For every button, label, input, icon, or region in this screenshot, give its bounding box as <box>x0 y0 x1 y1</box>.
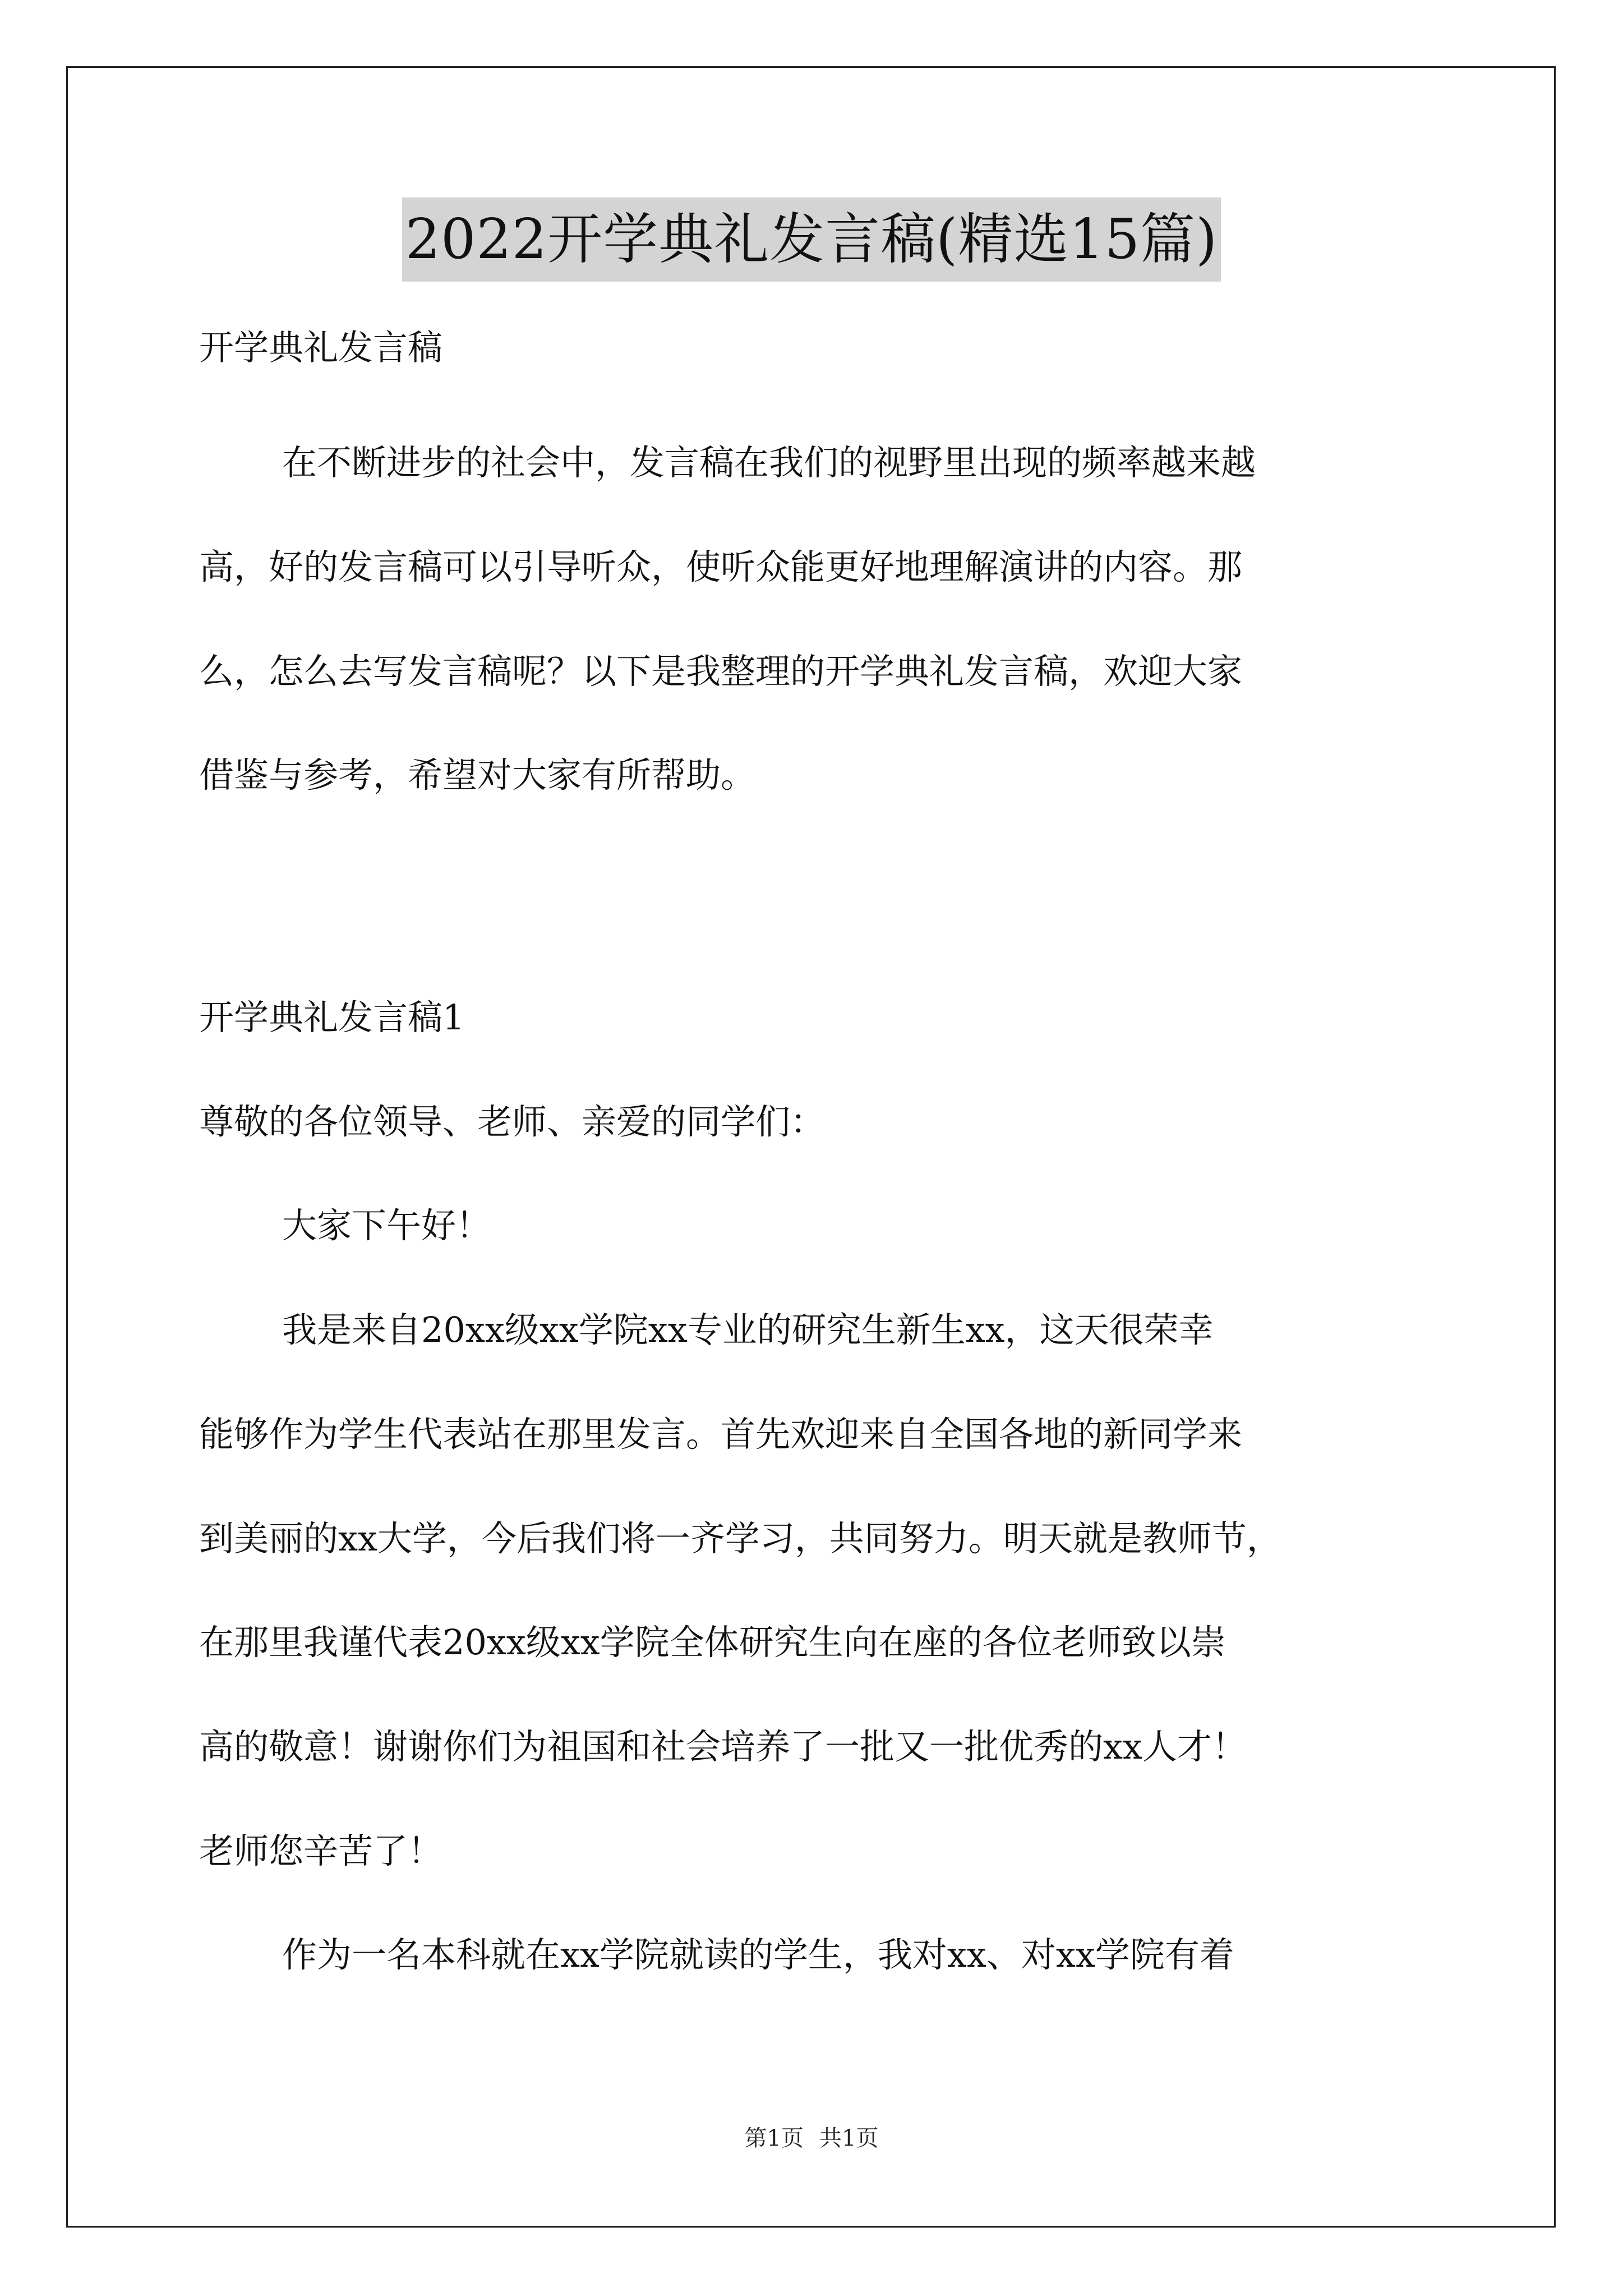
paragraph-line: 能够作为学生代表站在那里发言。首先欢迎来自全国各地的新同学来 <box>199 1414 1243 1455</box>
page-footer <box>0 2122 1623 2155</box>
section-heading: 开学典礼发言稿 <box>199 327 443 368</box>
paragraph-line: 到美丽的xx大学，今后我们将一齐学习，共同努力。明天就是教师节， <box>199 1518 1281 1559</box>
salutation-line: 尊敬的各位领导、老师、亲爱的同学们： <box>199 1101 826 1142</box>
paragraph-line: 我是来自20xx级xx学院xx专业的研究生新生xx，这天很荣幸 <box>282 1309 1214 1350</box>
page-number: 第1页 <box>744 2125 804 2151</box>
paragraph-line: 么，怎么去写发言稿呢？以下是我整理的开学典礼发言稿，欢迎大家 <box>199 651 1243 692</box>
title-container <box>0 197 1623 282</box>
greeting-line: 大家下午好！ <box>282 1205 491 1246</box>
paragraph-line: 高，好的发言稿可以引导听众，使听众能更好地理解演讲的内容。那 <box>199 546 1243 587</box>
section-heading: 开学典礼发言稿1 <box>199 997 465 1038</box>
paragraph-line: 在那里我谨代表20xx级xx学院全体研究生向在座的各位老师致以崇 <box>199 1622 1226 1663</box>
paragraph-line: 在不断进步的社会中，发言稿在我们的视野里出现的频率越来越 <box>282 442 1256 483</box>
page-total: 共1页 <box>819 2125 879 2151</box>
paragraph-line: 作为一名本科就在xx学院就读的学生，我对xx、对xx学院有着 <box>282 1934 1234 1975</box>
document-title: 2022开学典礼发言稿(精选15篇) <box>402 197 1221 282</box>
paragraph-line: 老师您辛苦了！ <box>199 1830 443 1871</box>
paragraph-line: 高的敬意！谢谢你们为祖国和社会培养了一批又一批优秀的xx人才！ <box>199 1726 1247 1767</box>
paragraph-line: 借鉴与参考，希望对大家有所帮助。 <box>199 754 756 795</box>
